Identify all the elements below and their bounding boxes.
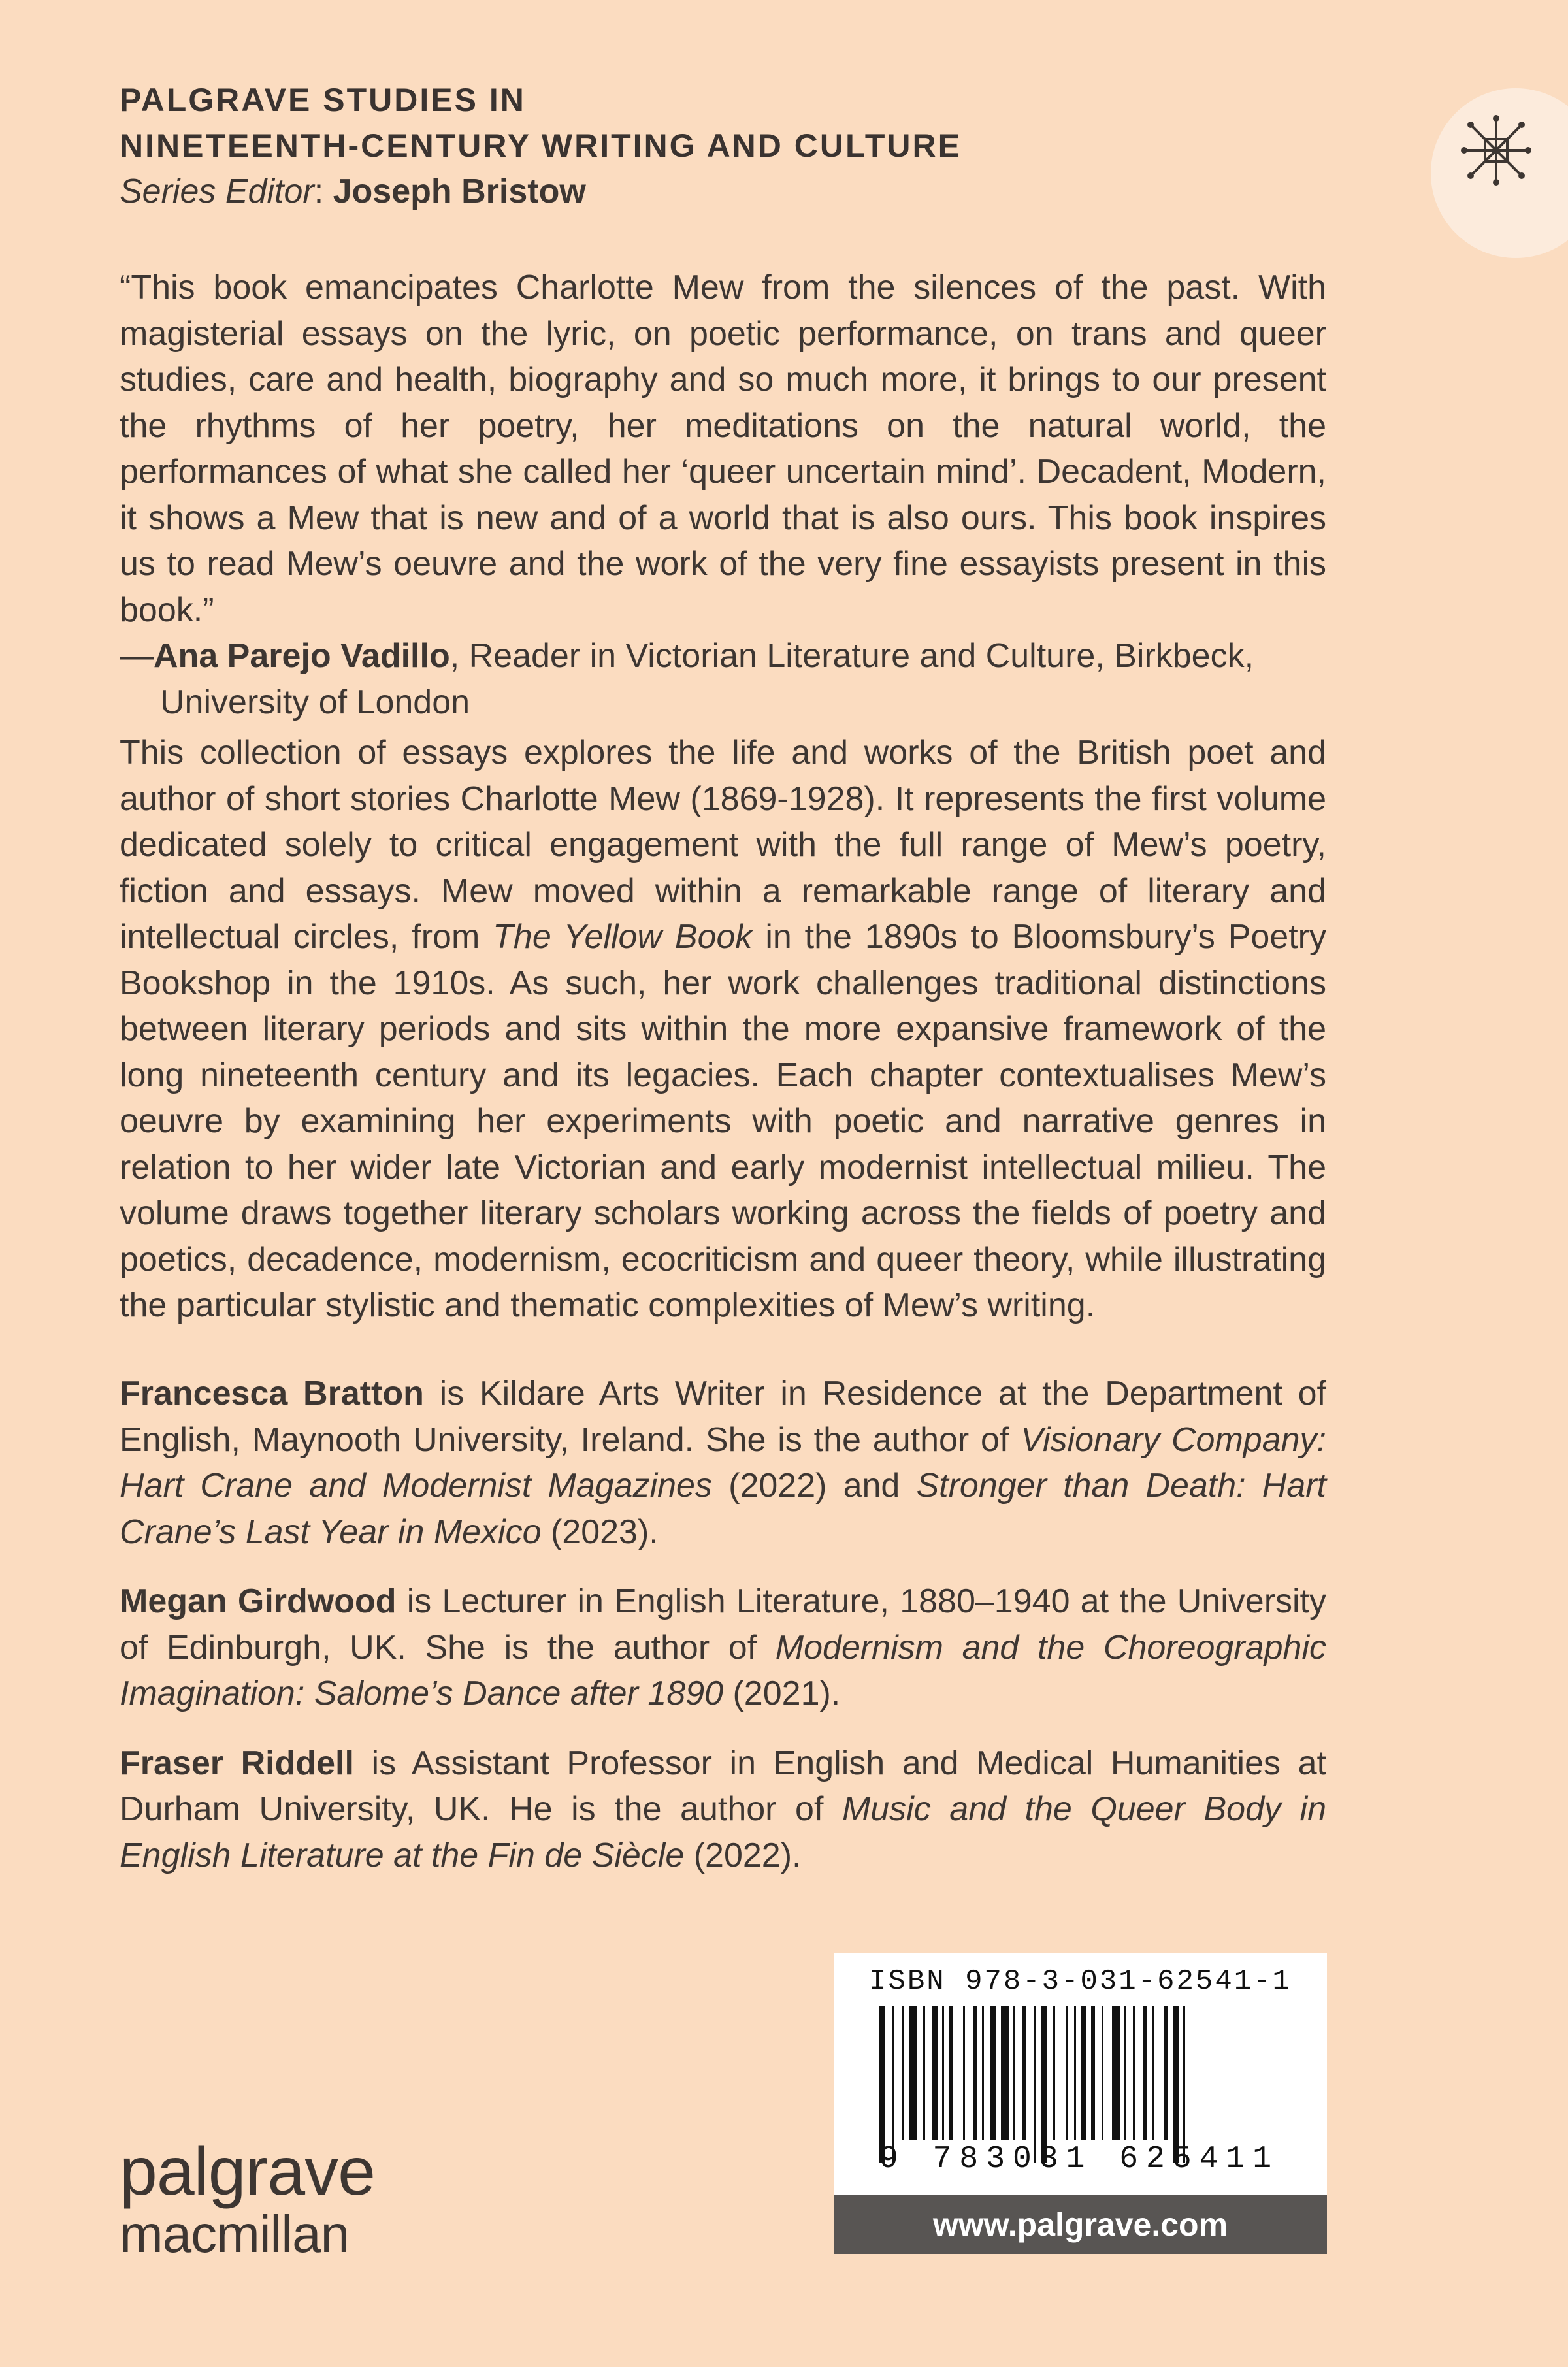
bio-book-title: Music and the Queer Body in English Literature at the Fin de Siècle <box>120 1790 1326 1874</box>
description-text-1: This collection of essays explores the life and works of the British poet and author of short stories Charlotte Mew (1869-1928). It represents the first volume dedicated solely to critical engagement with the full range of Mew’s poetry, fiction and essays. Mew moved within a remarkable range of literary and intellectual circles, from <box>120 734 1326 956</box>
quote-attribution: —Ana Parejo Vadillo, Reader in Victorian Literature and Culture, Birkbeck, University of London <box>120 637 1254 721</box>
endorsement-quote <box>120 265 1326 725</box>
palgrave-emblem <box>1431 88 1568 258</box>
isbn-number: ISBN 978-3-031-62541-1 <box>869 1965 1292 1998</box>
description-italic-title: The Yellow Book <box>493 918 753 956</box>
bio-text: is Lecturer in English Literature, 1880–1940 at the University of Edinburgh, UK. She is the author of <box>120 1582 1327 1667</box>
bio-text: (2023). <box>541 1512 659 1551</box>
series-title-line2: NINETEENTH-CENTURY WRITING AND CULTURE <box>120 127 962 164</box>
series-editor: Series Editor: Joseph Bristow <box>120 172 586 210</box>
bio-text: is Assistant Professor in English and Medical Humanities at Durham University, UK. He is the author of <box>120 1744 1326 1828</box>
quote-author: Ana Parejo Vadillo <box>154 637 450 675</box>
bio-text: is Kildare Arts Writer in Residence at the Department of English, Maynooth University, Ireland. She is the author of <box>120 1375 1326 1459</box>
barcode-digits: 9 783031 625411 <box>879 2142 1280 2177</box>
bio-name: Megan Girdwood <box>120 1582 397 1620</box>
bio-bratton <box>120 1371 1326 1555</box>
bio-text: (2022). <box>684 1836 802 1874</box>
barcode-bars <box>879 2006 1284 2163</box>
bio-name: Francesca Bratton <box>120 1375 424 1412</box>
editor-bios <box>120 1371 1326 1902</box>
description-text-2: in the 1890s to Bloomsbury’s Poetry Bookshop in the 1910s. As such, her work challenges traditional distinctions between literary periods and sits within the more expansive framework of the long nineteenth century and its legacies. Each chapter contextualises Mew’s oeuvre by examining her experiments with poetic and narrative genres in relation to her wider late Victorian and early modernist intellectual milieu. The volume draws together literary scholars working across the fields of poetry and poetics, decadence, modernism, ecocriticism and queer theory, while illustrating the particular stylistic and thematic complexities of Mew’s writing. <box>120 918 1326 1324</box>
bio-book-title: Stronger than Death: Hart Crane’s Last Year in Mexico <box>120 1467 1327 1551</box>
quote-text: “This book emancipates Charlotte Mew from the silences of the past. With magisterial essays on the lyric, on poetic performance, on trans and queer studies, care and health, biography and so much more, it brings to our present the rhythms of her poetry, her meditations on the natural world, the performances of what she called her ‘queer uncertain mind’. Decadent, Modern, it shows a Mew that is new and of a world that is also ours. This book inspires us to read Mew’s oeuvre and the work of the very fine essayists present in this book.” <box>120 269 1326 629</box>
isbn-barcode <box>834 1953 1327 2195</box>
logo-line1: palgrave <box>120 2134 375 2210</box>
palgrave-network-icon <box>1460 114 1532 186</box>
bio-text: (2022) and <box>711 1467 917 1505</box>
bio-riddell <box>120 1740 1326 1879</box>
series-block <box>120 77 1230 214</box>
bio-girdwood <box>120 1578 1326 1717</box>
bio-name: Fraser Riddell <box>120 1744 354 1782</box>
series-title-line1: PALGRAVE STUDIES IN <box>120 82 526 118</box>
palgrave-macmillan-logo <box>120 2136 375 2262</box>
quote-affiliation: , Reader in Victorian Literature and Culture, Birkbeck, University of London <box>160 637 1254 721</box>
series-editor-label: Series Editor <box>120 172 314 210</box>
bio-book-title: Modernism and the Choreographic Imagination: Salome’s Dance after 1890 <box>120 1628 1326 1712</box>
publisher-url: www.palgrave.com <box>834 2195 1327 2254</box>
bio-book-title: Visionary Company: Hart Crane and Modernist Magazines <box>120 1420 1326 1505</box>
description-paragraph <box>120 730 1326 1329</box>
bio-text: (2021). <box>723 1674 841 1712</box>
logo-line2: macmillan <box>120 2205 350 2263</box>
book-description <box>120 730 1326 1329</box>
series-editor-name: Joseph Bristow <box>333 172 586 210</box>
